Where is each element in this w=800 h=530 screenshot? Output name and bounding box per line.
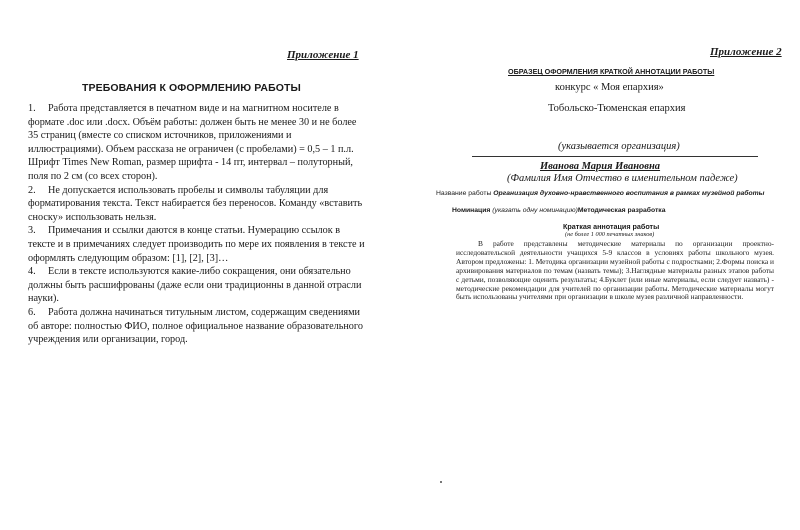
scan-speck [440,481,442,483]
organization-hint: (указывается организация) [558,141,680,152]
item-number: 1. [28,103,36,114]
nomination-line [452,207,665,214]
divider [472,156,758,157]
item-text: Не допускается использовать пробелы и символы табуляции для форматирования текста. Текст набирается без переносов. Команду «вставить сноску» использовать нельзя. [28,184,363,223]
author-name-hint: (Фамилия Имя Отчество в именительном падеже) [507,173,738,184]
annotation-title: Краткая аннотация работы [563,222,660,231]
requirement-item [28,224,368,265]
requirement-item [28,306,368,347]
requirements-list [28,102,368,347]
requirement-item [28,265,368,306]
requirements-title: ТРЕБОВАНИЯ К ОФОРМЛЕНИЮ РАБОТЫ [82,82,301,94]
item-text: Если в тексте используются какие-либо сокращения, они обязательно должны быть расшифрованы (даже если они традиционны в данной отрасли науки). [28,266,362,305]
right-page [400,0,800,530]
nomination-value: Методическая разработка [577,207,666,214]
annotation-paragraph: В работе представлены методические материалы по организации проектно-исследовательской деятельности учащихся 5-9 классов в условиях работы школьного музея. Автором предложены: 1. Методика организации музейной работы с подростками; 2.Формы поиска и архивирования материалов по темам (назвать темы); 3.Наглядные материалы разных этапов работы с детьми, позволяющие оценить результаты; 4.Буклет (или иные материалы, если следует назвать) - методические рекомендации для учителей по организации работы. Методические материалы могут быть использованы учителями при организации в школе музея различной направленности. [456,239,774,302]
item-number: 6. [28,306,36,318]
appendix-label: Приложение 1 [287,49,359,61]
appendix-label: Приложение 2 [710,46,782,58]
work-title: Организация духовно-нравственного воспитания в рамках музейной работы [493,190,765,197]
item-text: Работа должна начинаться титульным листом, содержащим сведениями об авторе: полностью ФИО, полное официальное название образовательного учреждения или организации, город. [28,306,363,346]
nomination-hint: (указать одну номинацию) [490,207,578,214]
work-title-line [436,190,764,197]
annotation-body [456,240,774,302]
item-number: 2. [28,184,36,196]
work-label: Название работы [436,190,494,197]
nomination-label: Номинация [452,207,491,214]
author-name: Иванова Мария Ивановна [540,161,661,172]
item-number: 4. [28,266,36,278]
item-text: Примечания и ссылки даются в конце статьи. Нумерацию ссылок в тексте и в примечаниях следует производить по мере их появления в тексте и оформлять следующим образом: [1], [2], [3]… [28,225,365,264]
annotation-hint: (не более 1 000 печатных знаков) [565,231,655,238]
sample-heading: ОБРАЗЕЦ ОФОРМЛЕНИЯ КРАТКОЙ АННОТАЦИИ РАБОТЫ [508,67,715,76]
item-text: Работа представляется в печатном виде и на магнитном носителе в формате .doc или .docx. Объём работы: должен быть не менее 30 и не более 35 страниц (вместе со списком источников, приложениями и иллюстрациями). Объем рассказа не ограничен (с пробелами) = 0,5 – 1 п.л. Шрифт Times New Roman, размер шрифта - 14 пт, интервал – полуторный, поля по 2 см (со всех сторон). [28,103,357,182]
eparchy-name: Тобольско-Тюменская епархия [548,103,686,114]
requirement-item [28,102,368,184]
requirement-item [28,184,368,225]
item-number: 3. [28,225,36,237]
contest-name: конкурс « Моя епархия» [555,82,664,93]
